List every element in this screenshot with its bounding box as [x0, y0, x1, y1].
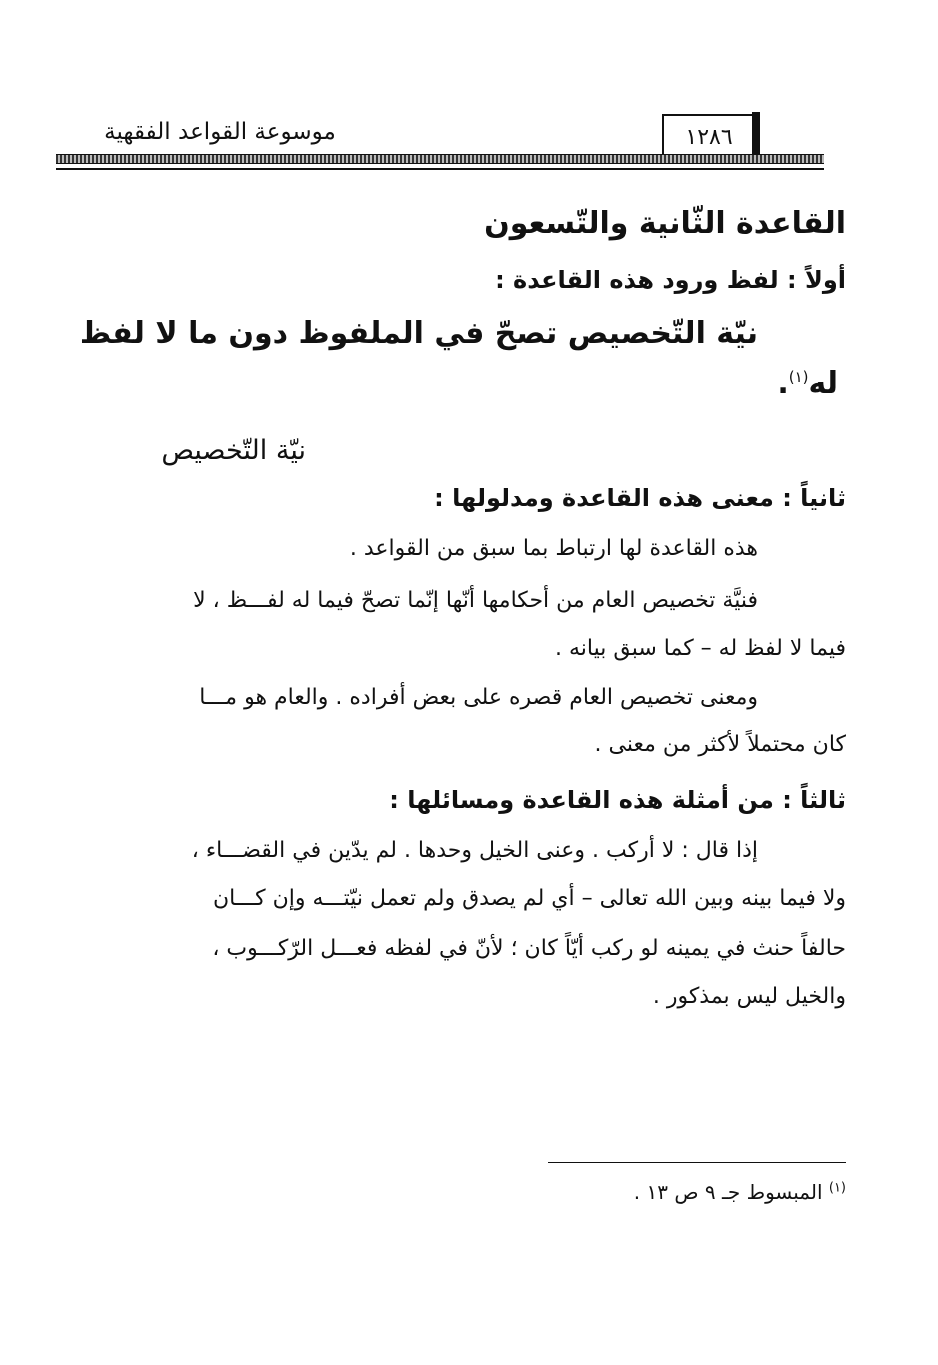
rule-statement-line1: نيّة التّخصيص تصحّ في الملفوظ دون ما لا لفظ [79, 316, 758, 351]
footnote [634, 1180, 846, 1204]
running-title: موسوعة القواعد الفقهية [104, 119, 336, 145]
paragraph-line: هذه القاعدة لها ارتباط بما سبق من القواعد . [349, 536, 758, 561]
paragraph-line: فيما لا لفظ له – كما سبق بيانه . [555, 636, 846, 661]
footnote-text: المبسوط جـ ٩ ص ١٣ . [633, 1180, 823, 1204]
rule-short-name: نيّة التّخصيص [161, 435, 306, 466]
section-heading-wording: أولاً : لفظ ورود هذه القاعدة : [495, 266, 846, 294]
rule-title: القاعدة الثّانية والتّسعون [484, 206, 846, 241]
section-heading-meaning: ثانياً : معنى هذه القاعدة ومدلولها : [434, 484, 846, 512]
footnote-rule [548, 1162, 846, 1163]
paragraph-line: ولا فيما بينه وبين الله تعالى – أي لم يصدق ولم تعمل نيّتـــه وإن كـــان [212, 886, 846, 911]
footnote-ref: (١) [788, 368, 809, 386]
page-number-bar [752, 112, 760, 158]
paragraph-line: كان محتملاً لأكثر من معنى . [594, 732, 846, 757]
header-rule-thin [56, 168, 824, 170]
paragraph-line: فنيَّة تخصيص العام من أحكامها أنّها إنّما تصحّ فيما له لفـــظ ، لا [193, 588, 758, 613]
rule-statement-line2 [777, 366, 838, 401]
paragraph-line: ومعنى تخصيص العام قصره على بعض أفراده . والعام هو مـــا [199, 685, 758, 710]
rule-statement-end: . [777, 366, 789, 401]
paragraph-line: حالفاً حنث في يمينه لو ركب أيّاً كان ؛ لأنّ في لفظه فعـــل الرّكـــوب ، [212, 936, 846, 961]
page-number: ١٢٨٦ [662, 114, 756, 158]
paragraph-line: إذا قال : لا أركب . وعنى الخيل وحدها . لم يدّين في القضـــاء ، [191, 838, 758, 863]
paragraph-line: والخيل ليس بمذكور . [652, 984, 846, 1009]
header-rule [56, 154, 824, 164]
footnote-marker: (١) [828, 1180, 846, 1196]
section-heading-examples: ثالثاً : من أمثلة هذه القاعدة ومسائلها : [389, 786, 846, 814]
rule-statement-word: له [808, 366, 838, 401]
